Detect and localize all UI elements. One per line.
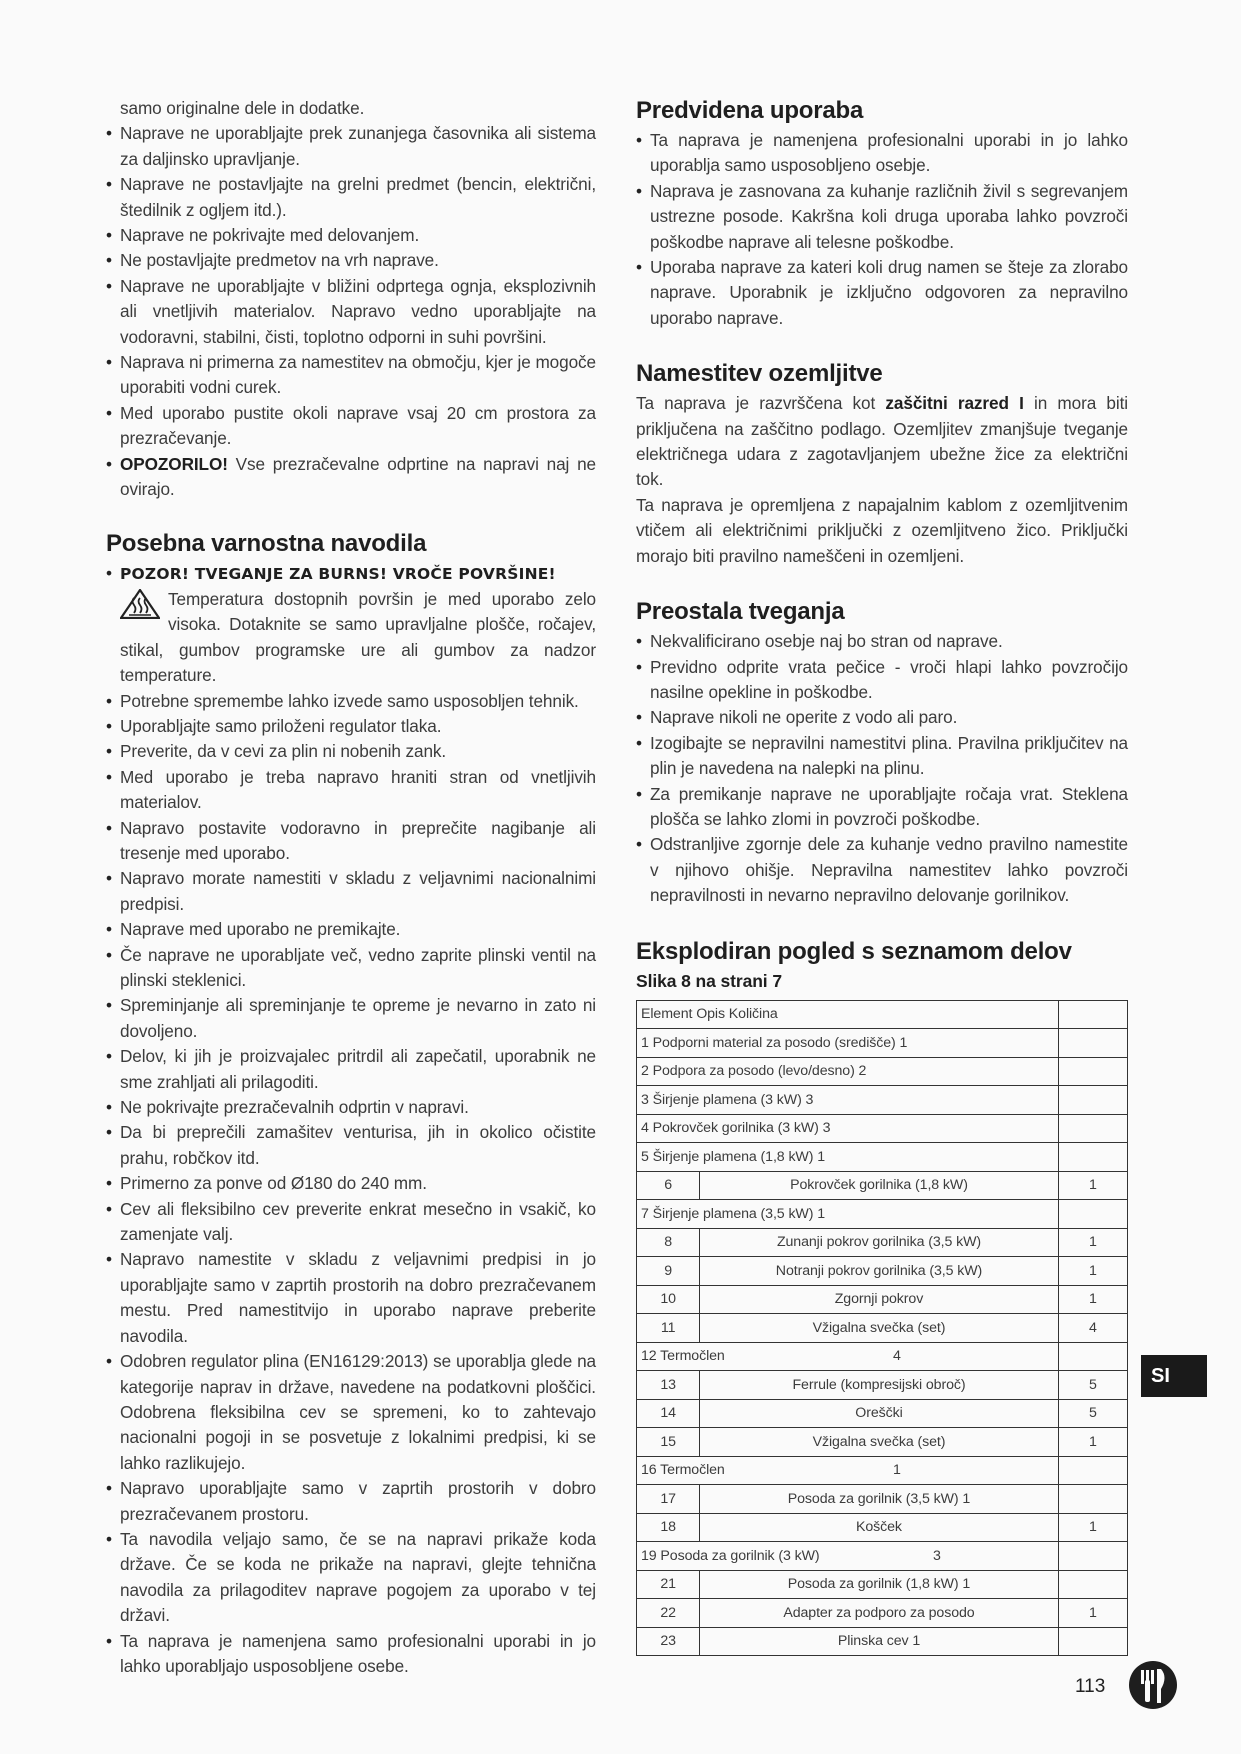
table-row <box>637 1143 1128 1172</box>
part-quantity <box>1058 1485 1127 1514</box>
table-row <box>637 1257 1128 1286</box>
table-row <box>637 1086 1128 1115</box>
table-row <box>637 1285 1128 1314</box>
part-entry: 1 Podporni material za posodo (središče) 1 <box>641 1034 908 1051</box>
table-cell-merged <box>637 1542 1059 1571</box>
part-quantity: 1 <box>1058 1428 1127 1457</box>
safety-list-item: • Naprave ne uporabljajte prek zunanjega časovnika ali sistema za daljinsko upravljanje. <box>106 121 596 172</box>
intended-use-item: • Ta naprava je namenjena profesionalni uporabi in jo lahko uporablja samo usposobljeno osebje. <box>636 128 1128 179</box>
residual-risk-item: • Izogibajte se nepravilni namestitvi plina. Pravilna priključitev na plin je navedena na nalepki na plinu. <box>636 731 1128 782</box>
parts-table <box>636 1000 1128 1657</box>
special-safety-item: • Napravo postavite vodoravno in preprečite nagibanje ali tresenje med uporabo. <box>106 816 596 867</box>
special-safety-item: • Med uporabo je treba napravo hraniti stran od vnetljivih materialov. <box>106 765 596 816</box>
table-row <box>637 1513 1128 1542</box>
table-cell-empty <box>1058 1143 1127 1172</box>
burns-item <box>106 561 596 689</box>
part-quantity: 4 <box>893 1348 901 1365</box>
table-cell-empty <box>1058 1114 1127 1143</box>
part-number: 23 <box>637 1627 700 1656</box>
part-description: Plinska cev 1 <box>700 1627 1058 1656</box>
part-quantity: 1 <box>1058 1171 1127 1200</box>
special-safety-item: • Ne pokrivajte prezračevalnih odprtin v napravi. <box>106 1095 596 1120</box>
intended-use-item: • Uporaba naprave za kateri koli drug namen se šteje za zlorabo naprave. Uporabnik je izključno odgovoren za nepravilno uporabo naprave. <box>636 255 1128 331</box>
table-header: Element Opis Količina <box>637 1000 1059 1029</box>
part-description: Notranji pokrov gorilnika (3,5 kW) <box>700 1257 1058 1286</box>
burns-list <box>106 561 596 689</box>
table-row <box>637 1114 1128 1143</box>
special-safety-item: • Če naprave ne uporabljate več, vedno zaprite plinski ventil na plinski steklenici. <box>106 943 596 994</box>
part-description: Posoda za gorilnik (1,8 kW) 1 <box>700 1570 1058 1599</box>
part-number: 11 <box>637 1314 700 1343</box>
cutlery-logo-icon <box>1128 1660 1178 1710</box>
table-row <box>637 1342 1128 1371</box>
part-number: 15 <box>637 1428 700 1457</box>
grounding-paragraph-1 <box>636 391 1128 493</box>
table-header-row <box>637 1000 1128 1029</box>
warning-text: Vse prezračevalne odprtine na napravi naj ne ovirajo. <box>120 453 596 500</box>
residual-risks-list <box>636 629 1128 908</box>
residual-risk-item: • Za premikanje naprave ne uporabljajte ročaja vrat. Steklena plošča se lahko zlomi in povzroči poškodbe. <box>636 782 1128 833</box>
hot-surface-warning-icon <box>120 589 160 619</box>
safety-list <box>106 121 596 451</box>
part-entry: 12 Termočlen <box>641 1348 725 1365</box>
table-row <box>637 1314 1128 1343</box>
warning-label: OPOZORILO! <box>120 453 228 474</box>
part-description: Zunanji pokrov gorilnika (3,5 kW) <box>700 1228 1058 1257</box>
part-description: Vžigalna svečka (set) <box>700 1428 1058 1457</box>
part-entry: 4 Pokrovček gorilnika (3 kW) 3 <box>641 1120 831 1137</box>
table-row <box>637 1171 1128 1200</box>
part-description: Vžigalna svečka (set) <box>700 1314 1058 1343</box>
special-safety-item: • Odobren regulator plina (EN16129:2013) se uporablja glede na kategorije naprav in države, navedene na podatkovni ploščici. Odobrena fleksibilna cev se spremeni, ko to zahtevajo nacionalni pogoji in se posvetuje z lokalnimi predpisi, ki se lahko razlikujejo. <box>106 1349 596 1476</box>
table-row <box>637 1599 1128 1628</box>
table-cell-merged <box>637 1114 1059 1143</box>
part-number: 9 <box>637 1257 700 1286</box>
part-quantity: 1 <box>1058 1285 1127 1314</box>
safety-list-item: • Naprave ne uporabljajte v bližini odprtega ognja, eksplozivnih ali vnetljivih materialov. Napravo vedno uporabljajte na vodoravni, stabilni, čisti, toplotno odporni in suhi površini. <box>106 274 596 350</box>
part-entry: 19 Posoda za gorilnik (3 kW) <box>641 1547 820 1564</box>
table-row <box>637 1228 1128 1257</box>
table-cell-merged <box>637 1057 1059 1086</box>
burns-text: Temperatura dostopnih površin je med uporabo zelo visoka. Dotaknite se samo upravljalne plošče, ročajev, stikal, gumbov programske ure ali gumbov za nadzor temperature. <box>120 588 596 686</box>
table-row <box>637 1542 1128 1571</box>
safety-list-item: • Naprave ne pokrivajte med delovanjem. <box>106 223 596 248</box>
part-number: 18 <box>637 1513 700 1542</box>
special-safety-item: • Ta navodila veljajo samo, če se na napravi prikaže koda države. Če se koda ne prikaže na napravi, glejte tehnična navodila za prilagoditev naprave pogojem za uporabo v tej državi. <box>106 1527 596 1629</box>
special-safety-item: • Potrebne spremembe lahko izvede samo usposobljen tehnik. <box>106 689 596 714</box>
table-row <box>637 1057 1128 1086</box>
part-number: 8 <box>637 1228 700 1257</box>
safety-list-item: • Ne postavljajte predmetov na vrh naprave. <box>106 248 596 273</box>
special-safety-item: • Napravo morate namestiti v skladu z veljavnimi nacionalnimi predpisi. <box>106 866 596 917</box>
special-safety-item: • Uporabljajte samo priloženi regulator tlaka. <box>106 714 596 739</box>
intended-use-list <box>636 128 1128 331</box>
part-entry: 7 Širjenje plamena (3,5 kW) 1 <box>641 1205 825 1222</box>
part-number: 13 <box>637 1371 700 1400</box>
burns-heading: POZOR! TVEGANJE ZA BURNS! VROČE POVRŠINE! <box>120 564 556 583</box>
table-cell-empty <box>1058 1542 1127 1571</box>
grounding-text-b: in mora biti priključena na zaščitno podlago. Ozemljitev zmanjšuje tveganje električnega udara z zagotavljanjem ubežne žice za električni tok. <box>636 393 1128 490</box>
special-safety-item: • Da bi preprečili zamašitev venturisa, jih in okolico očistite prahu, robčkov itd. <box>106 1120 596 1171</box>
part-quantity: 1 <box>1058 1513 1127 1542</box>
left-column <box>106 96 596 1679</box>
part-quantity <box>1058 1570 1127 1599</box>
part-quantity: 5 <box>1058 1399 1127 1428</box>
special-safety-item: • Delov, ki jih je proizvajalec pritrdil ali zapečatil, uporabnik ne sme zrahljati ali prilagoditi. <box>106 1044 596 1095</box>
safety-list-item: • Med uporabo pustite okoli naprave vsaj 20 cm prostora za prezračevanje. <box>106 401 596 452</box>
special-safety-item: • Primerno za ponve od Ø180 do 240 mm. <box>106 1171 596 1196</box>
table-cell-empty <box>1058 1342 1127 1371</box>
special-safety-item: • Naprave med uporabo ne premikajte. <box>106 917 596 942</box>
table-row <box>637 1029 1128 1058</box>
intended-use-item: • Naprava je zasnovana za kuhanje različnih živil s segrevanjem ustrezne posode. Kakršna koli druga uporaba lahko povzroči poškodbe naprave ali telesne poškodbe. <box>636 179 1128 255</box>
table-cell-merged <box>637 1143 1059 1172</box>
table-cell-merged <box>637 1200 1059 1229</box>
part-number: 6 <box>637 1171 700 1200</box>
safety-list-item: • Naprave ne postavljajte na grelni predmet (bencin, električni, štedilnik z ogljem itd.). <box>106 172 596 223</box>
part-entry: 2 Podpora za posodo (levo/desno) 2 <box>641 1063 867 1080</box>
part-quantity: 1 <box>893 1462 901 1479</box>
part-number: 10 <box>637 1285 700 1314</box>
safety-list-item: • Naprava ni primerna za namestitev na območju, kjer je mogoče uporabiti vodni curek. <box>106 350 596 401</box>
part-quantity: 1 <box>1058 1257 1127 1286</box>
table-cell-merged <box>637 1029 1059 1058</box>
part-number: 22 <box>637 1599 700 1628</box>
part-quantity: 4 <box>1058 1314 1127 1343</box>
part-description: Oreščki <box>700 1399 1058 1428</box>
protection-class: zaščitni razred I <box>885 393 1024 414</box>
table-cell-merged <box>637 1342 1059 1371</box>
special-safety-item: • Napravo namestite v skladu z veljavnimi predpisi in jo uporabljajte samo v zaprtih prostorih na dobro prezračevanem mestu. Pred namestitvijo in uporabo naprave preberite navodila. <box>106 1247 596 1349</box>
residual-risk-item: • Odstranljive zgornje dele za kuhanje vedno pravilno namestite v njihovo ohišje. Nepravilna namestitev lahko povzroči nepravilnosti in nevarno nepravilno delovanje gorilnikov. <box>636 832 1128 908</box>
residual-risks-heading: Preostala tveganja <box>636 598 845 626</box>
special-safety-list <box>106 689 596 1680</box>
grounding-paragraph-2: Ta naprava je opremljena z napajalnim kablom z ozemljitvenim vtičem ali električnimi priključki z ozemljitveno žico. Priključki morajo biti pravilno nameščeni in ozemljeni. <box>636 494 1128 566</box>
special-safety-item: • Napravo uporabljajte samo v zaprtih prostorih v dobro prezračevanem prostoru. <box>106 1476 596 1527</box>
table-row <box>637 1570 1128 1599</box>
part-description: Zgornji pokrov <box>700 1285 1058 1314</box>
table-cell-merged <box>637 1086 1059 1115</box>
intended-use-heading: Predvidena uporaba <box>636 97 864 124</box>
table-row <box>637 1456 1128 1485</box>
special-safety-heading: Posebna varnostna navodila <box>106 529 427 557</box>
page-number: 113 <box>1075 1676 1106 1697</box>
right-column <box>636 96 1128 1656</box>
table-row <box>637 1399 1128 1428</box>
residual-risk-item: • Nekvalificirano osebje naj bo stran od naprave. <box>636 629 1128 654</box>
table-cell-empty <box>1058 1086 1127 1115</box>
part-number: 17 <box>637 1485 700 1514</box>
special-safety-item: • Cev ali fleksibilno cev preverite enkrat mesečno in vsakič, ko zamenjate valj. <box>106 1197 596 1248</box>
table-row <box>637 1200 1128 1229</box>
part-entry: 16 Termočlen <box>641 1462 725 1479</box>
table-cell-merged <box>637 1456 1059 1485</box>
part-description: Ferrule (kompresijski obroč) <box>700 1371 1058 1400</box>
table-row <box>637 1485 1128 1514</box>
table-cell-empty <box>1058 1200 1127 1229</box>
grounding-heading: Namestitev ozemljitve <box>636 360 883 388</box>
part-description: Pokrovček gorilnika (1,8 kW) <box>700 1171 1058 1200</box>
part-entry: 5 Širjenje plamena (1,8 kW) 1 <box>641 1148 825 1165</box>
table-cell-empty <box>1058 1057 1127 1086</box>
part-number: 14 <box>637 1399 700 1428</box>
special-safety-item: • Spreminjanje ali spreminjanje te opreme je nevarno in zato ni dovoljeno. <box>106 993 596 1044</box>
table-row <box>637 1371 1128 1400</box>
part-entry: 3 Širjenje plamena (3 kW) 3 <box>641 1091 814 1108</box>
special-safety-item: • Ta naprava je namenjena samo profesionalni uporabi in jo lahko uporabljajo usposobljene osebe. <box>106 1629 596 1680</box>
part-description: Posoda za gorilnik (3,5 kW) 1 <box>700 1485 1058 1514</box>
part-description: Košček <box>700 1513 1058 1542</box>
exploded-view-heading: Eksplodiran pogled s seznamom delov <box>636 937 1072 965</box>
intro-line: samo originalne dele in dodatke. <box>120 98 365 118</box>
table-cell-empty <box>1058 1029 1127 1058</box>
table-row <box>637 1627 1128 1656</box>
language-tab: SI <box>1141 1355 1207 1397</box>
part-description: Adapter za podporo za posodo <box>700 1599 1058 1628</box>
part-number: 21 <box>637 1570 700 1599</box>
grounding-text-a: Ta naprava je razvrščena kot <box>636 393 886 414</box>
part-quantity: 3 <box>933 1547 941 1564</box>
table-row <box>637 1428 1128 1457</box>
part-quantity: 5 <box>1058 1371 1127 1400</box>
part-quantity: 1 <box>1058 1599 1127 1628</box>
warning-list <box>106 452 596 503</box>
special-safety-item: • Preverite, da v cevi za plin ni nobenih zank. <box>106 739 596 764</box>
warning-item <box>106 452 596 503</box>
part-quantity <box>1058 1627 1127 1656</box>
table-cell-empty <box>1058 1456 1127 1485</box>
figure-reference: Slika 8 na strani 7 <box>636 970 782 991</box>
residual-risk-item: • Naprave nikoli ne operite z vodo ali paro. <box>636 705 1128 730</box>
part-quantity: 1 <box>1058 1228 1127 1257</box>
residual-risk-item: • Previdno odprite vrata pečice - vroči hlapi lahko povzročijo nasilne opekline in poškodbe. <box>636 655 1128 706</box>
